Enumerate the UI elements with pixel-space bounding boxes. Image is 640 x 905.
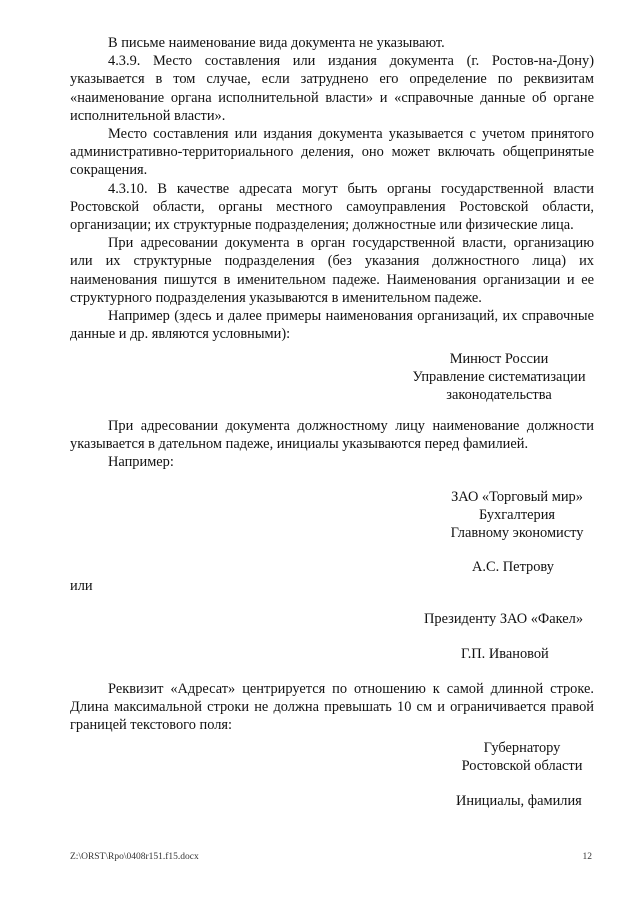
footer-file-path: Z:\ORST\Rpo\0408r151.f15.docx [70,852,199,862]
body-text-bottom [70,680,594,735]
example-addressee-1 [404,350,594,405]
or-word: или [70,578,93,594]
paragraph-2: 4.3.9. Место составления или издания документа (г. Ростов-на-Дону) указывается в том случае, если затруднено его определение по реквизитам «наименование органа исполнительной власти» и «справочные данные об органе исполнительной власти». [70,53,594,124]
example4-line-2: Ростовской области [461,758,583,775]
paragraph-6: Например (здесь и далее примеры наименования организаций, их справочные данные и др. являются условными): [70,308,594,343]
paragraph-3: Место составления или издания документа указывается с учетом принятого административно-территориального деления, оно может включать общепринятые сокращения. [70,126,594,179]
example1-line-1: Минюст России [449,351,549,367]
footer-page-number: 12 [582,852,592,862]
body-text-middle [70,417,594,472]
body-text-top [70,34,594,343]
example2-line-2: Бухгалтерия [478,507,556,524]
example-addressee-4 [450,739,594,775]
example4-name: Инициалы, фамилия [456,793,582,809]
paragraph-8: Например: [108,454,174,471]
example1-line-3: законодательства [446,387,552,404]
paragraph-1: В письме наименование вида документа не указывают. [108,35,445,51]
example4-line-1: Губернатору [483,740,561,756]
example3-name: Г.П. Ивановой [461,646,549,662]
paragraph-4: 4.3.10. В качестве адресата могут быть органы государственной власти Ростовской области, органы местного самоуправления Ростовской области, организации; их структурные подразделения; должностные или физические лица. [70,180,594,234]
example1-line-2: Управление систематизации [412,369,586,386]
paragraph-7: При адресовании документа должностному лицу наименование должности указывается в дательном падеже, инициалы указываются перед фамилией. [70,418,594,453]
paragraph-9: Реквизит «Адресат» центрируется по отношению к самой длинной строке. Длина максимальной строки не должна превышать 10 см и ограничивается правой границей текстового поля: [70,681,594,734]
example2-line-3: Главному экономисту [450,525,584,542]
example2-name: А.С. Петрову [472,559,554,575]
example-addressee-3: Президенту ЗАО «Факел» [424,611,584,627]
example2-line-1: ЗАО «Торговый мир» [451,489,583,505]
paragraph-5: При адресовании документа в орган государственной власти, организацию или их структурные подразделения (без указания должностного лица) их наименования пишутся в именительном падеже. Наименования организации и ее структурного подразделения указываются в именительном падеже. [70,235,594,306]
example-addressee-2 [440,488,594,543]
